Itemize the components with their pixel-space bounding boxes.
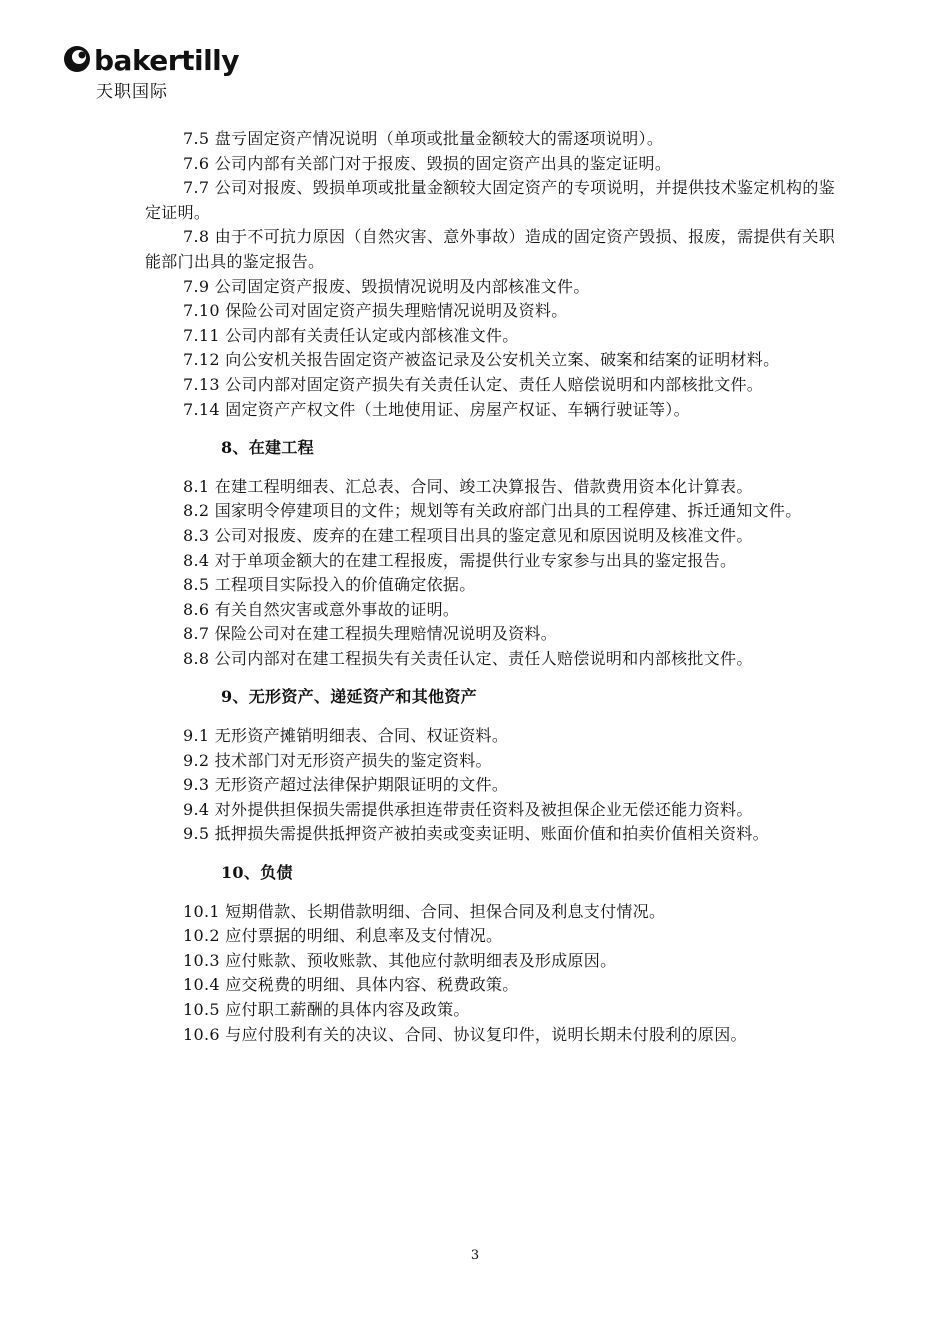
list-item: 9.5 抵押损失需提供抵押资产被拍卖或变卖证明、账面价值和拍卖价值相关资料。 [183,824,769,844]
list-item: 7.6 公司内部有关部门对于报废、毁损的固定资产出具的鉴定证明。 [183,153,672,173]
logo-chinese-name: 天职国际 [96,82,168,102]
list-item: 8.1 在建工程明细表、汇总表、合同、竣工决算报告、借款费用资本化计算表。 [183,476,753,496]
list-item: 9.3 无形资产超过法律保护期限证明的文件。 [183,775,509,795]
section-10-heading: 10、负债 [221,863,293,883]
section-9-heading: 9、无形资产、递延资产和其他资产 [221,687,477,707]
list-item: 10.5 应付职工薪酬的具体内容及政策。 [183,1000,470,1019]
list-item: 7.14 固定资产产权文件（土地使用证、房屋产权证、车辆行驶证等）。 [183,399,690,419]
logo-wordmark: bakertilly [94,44,240,77]
document-body [145,127,835,1047]
section-7-list [145,127,835,422]
bakertilly-logo-icon [62,44,92,74]
list-item: 7.5 盘亏固定资产情况说明（单项或批量金额较大的需逐项说明）。 [183,129,664,148]
section-8-list [145,475,835,672]
list-item: 9.2 技术部门对无形资产损失的鉴定资料。 [183,750,492,770]
list-item: 8.3 公司对报废、废弃的在建工程项目出具的鉴定意见和原因说明及核准文件。 [183,525,753,545]
list-item: 8.2 国家明令停建项目的文件；规划等有关政府部门出具的工程停建、拆迁通知文件。 [183,501,802,521]
list-item: 10.2 应付票据的明细、利息率及支付情况。 [183,926,503,946]
list-item: 10.3 应付账款、预收账款、其他应付款明细表及形成原因。 [183,950,617,970]
list-item: 7.13 公司内部对固定资产损失有关责任认定、责任人赔偿说明和内部核批文件。 [183,374,764,394]
list-item: 7.10 保险公司对固定资产损失理赔情况说明及资料。 [183,301,568,321]
section-9-list [145,724,835,847]
list-item: 8.7 保险公司对在建工程损失理赔情况说明及资料。 [183,624,558,644]
list-item: 8.8 公司内部对在建工程损失有关责任认定、责任人赔偿说明和内部核批文件。 [183,648,753,668]
list-item: 8.4 对于单项金额大的在建工程报废，需提供行业专家参与出具的鉴定报告。 [183,550,737,570]
list-item: 7.11 公司内部有关责任认定或内部核准文件。 [183,325,519,345]
list-item: 10.1 短期借款、长期借款明细、合同、担保合同及利息支付情况。 [183,901,666,921]
list-item: 7.9 公司固定资产报废、毁损情况说明及内部核准文件。 [183,276,590,296]
list-item: 10.6 与应付股利有关的决议、合同、协议复印件，说明长期未付股利的原因。 [183,1024,747,1044]
list-item: 8.6 有关自然灾害或意外事故的证明。 [183,599,460,619]
list-item: 7.8 由于不可抗力原因（自然灾害、意外事故）造成的固定资产毁损、报废，需提供有关职能部门出具的鉴定报告。 [145,227,835,271]
company-logo [62,40,262,104]
list-item: 9.1 无形资产摊销明细表、合同、权证资料。 [183,726,509,746]
list-item: 8.5 工程项目实际投入的价值确定依据。 [183,575,476,595]
section-8-heading: 8、在建工程 [221,438,314,458]
list-item: 7.7 公司对报废、毁损单项或批量金额较大固定资产的专项说明，并提供技术鉴定机构的鉴定证明。 [145,178,835,222]
list-item: 9.4 对外提供担保损失需提供承担连带责任资料及被担保企业无偿还能力资料。 [183,799,753,819]
list-item: 7.12 向公安机关报告固定资产被盗记录及公安机关立案、破案和结案的证明材料。 [183,350,780,370]
page-number: 3 [470,1248,480,1263]
section-10-list [145,900,835,1048]
list-item: 10.4 应交税费的明细、具体内容、税费政策。 [183,975,519,995]
